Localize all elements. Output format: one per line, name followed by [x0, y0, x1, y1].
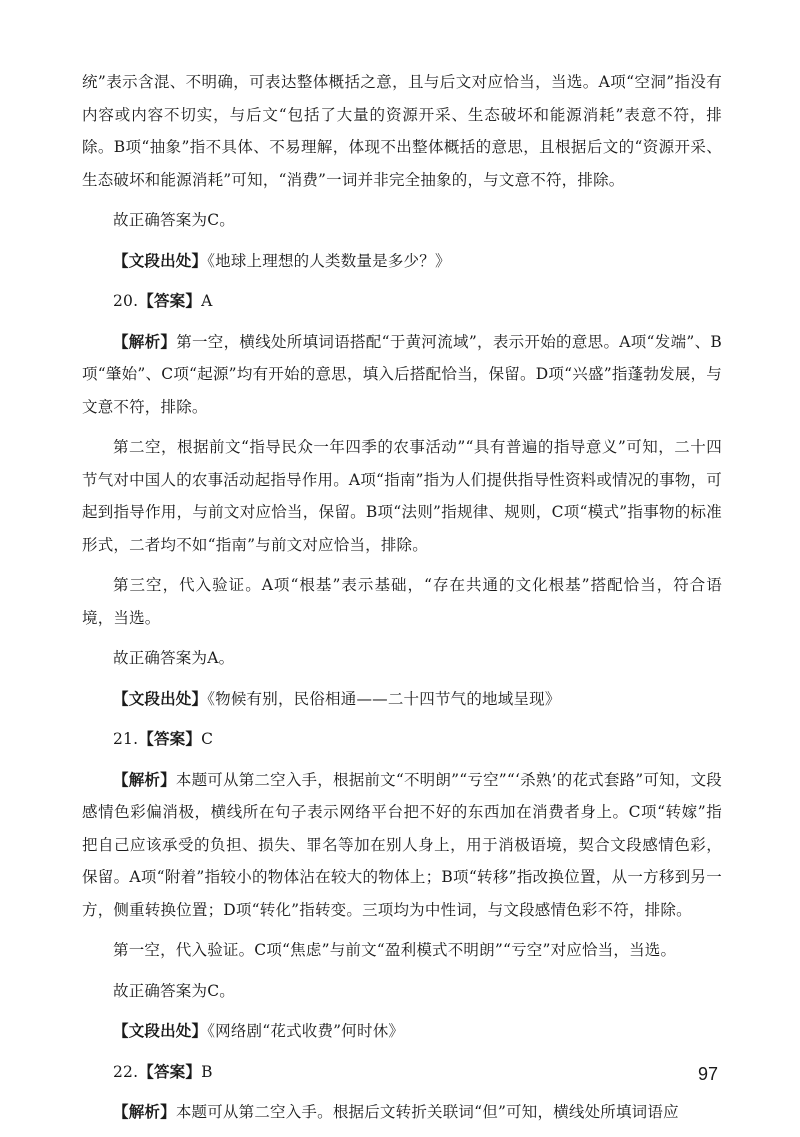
analysis-text: 本题可从第二空入手。根据后文转折关联词“但”可知，横线处所填词语应: [175, 1103, 679, 1121]
source-title: 《网络剧“花式收费”何时休》: [207, 1022, 405, 1040]
answer-letter: A: [201, 292, 213, 310]
paragraph-correct-answer-20: 故正确答案为A。: [113, 649, 235, 667]
answer-tag: 【答案】: [138, 730, 202, 748]
analysis-tag: 【解析】: [113, 332, 177, 351]
paragraph-second-blank-20: 第二空，根据前文“指导民众一年四季的农事活动”“具有普遍的指导意义”可知，二十四节气对中国人的农事活动起指导作用。A项“指南”指为人们提供指导性资料或情况的事物，可起到指导作用，与前文对应恰当，保留。B项“法则”指规律、规则，C项“模式”指事物的标准形式，二者均不如“指南”与前文对应恰当，排除。: [82, 438, 722, 554]
paragraph-source-19: [82, 245, 722, 278]
paragraph-third-blank-20: 第三空，代入验证。A项“根基”表示基础，“存在共通的文化根基”搭配恰当，符合语境，当选。: [82, 576, 722, 627]
source-tag: 【文段出处】: [113, 251, 208, 270]
paragraph-source-21: [82, 1015, 722, 1048]
question-number: 20.: [113, 292, 139, 310]
paragraph-answer-22: [82, 1056, 722, 1089]
paragraph-answer-21: [82, 723, 722, 756]
question-number: 21.: [113, 730, 139, 748]
paragraph-correct-answer-19: 故正确答案为C。: [113, 211, 235, 229]
question-number: 22.: [113, 1062, 139, 1081]
page-number: 97: [697, 1064, 718, 1084]
source-tag: 【文段出处】: [113, 689, 208, 708]
analysis-text: 第一空，横线处所填词语搭配“于黄河流域”，表示开始的意思。A项“发端”、B项“肇始”、C项“起源”均有开始的意思，填入后搭配恰当，保留。D项“兴盛”指蓬勃发展，与文意不符，排除。: [82, 332, 722, 416]
paragraph-analysis-22: [82, 1096, 722, 1129]
paragraph-correct-answer-21: 故正确答案为C。: [113, 981, 235, 1000]
paragraph-answer-20: [82, 285, 722, 318]
analysis-text: 本题可从第二空入手，根据前文“不明朗”“亏空”“‘杀熟’的花式套路”可知，文段感情色彩偏消极，横线所在句子表示网络平台把不好的东西加在消费者身上。C项“转嫁”指把自己应该承受的负担、损失、罪名等加在别人身上，用于消极语境，契合文段感情色彩，保留。A项“附着”指较小的物体沾在较大的物体上；B项“转移”指改换位置，从一方移到另一方，侧重转换位置；D项“转化”指转变。三项均为中性词，与文段感情色彩不符，排除。: [82, 770, 722, 919]
answer-letter: C: [201, 730, 214, 748]
answer-tag: 【答案】: [138, 1062, 202, 1081]
paragraph-analysis-21: [82, 764, 722, 927]
answer-letter: B: [201, 1062, 213, 1081]
answer-tag: 【答案】: [138, 292, 202, 310]
analysis-tag: 【解析】: [113, 1103, 176, 1121]
paragraph-analysis-20: [82, 326, 722, 424]
document-body: [82, 66, 722, 1137]
analysis-tag: 【解析】: [113, 770, 176, 789]
paragraph-source-20: [82, 683, 722, 716]
source-title: 《地球上理想的人类数量是多少？》: [207, 251, 451, 270]
paragraph-analysis-continued: 统”表示含混、不明确，可表达整体概括之意，且与后文对应恰当，当选。A项“空洞”指没有内容或内容不切实，与后文“包括了大量的资源开采、生态破坏和能源消耗”表意不符，排除。B项“抽象”指不具体、不易理解，体现不出整体概括的意思，且根据后文的“资源开采、生态破坏和能源消耗”可知，“消费”一词并非完全抽象的，与文意不符，排除。: [82, 73, 722, 189]
source-tag: 【文段出处】: [113, 1022, 208, 1040]
paragraph-first-blank-21: 第一空，代入验证。C项“焦虑”与前文“盈利模式不明朗”“亏空”对应恰当，当选。: [113, 941, 677, 959]
source-title: 《物候有别，民俗相通——二十四节气的地域呈现》: [207, 689, 561, 708]
